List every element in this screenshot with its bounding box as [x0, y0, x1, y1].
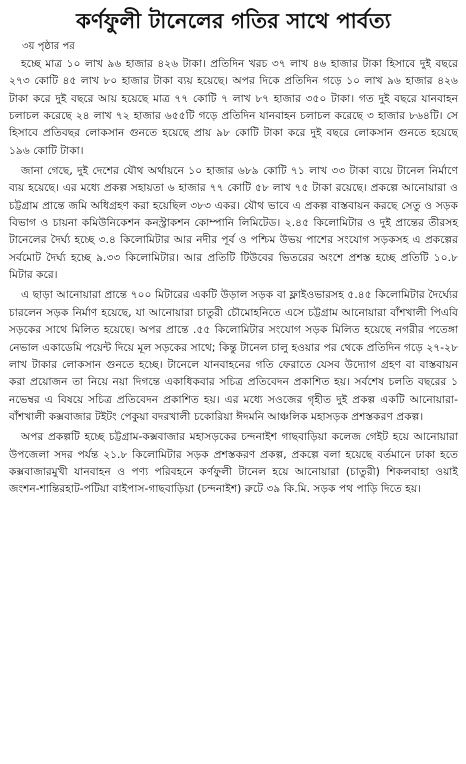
body-paragraph: হচ্ছে মাত্র ১০ লাখ ৯৬ হাজার ৪২৬ টাকা। প্রতিদিন খরচ ৩৭ লাখ ৪৬ হাজার টাকা হিসাবে দুই বছরে ২৭৩ কোটি ৪৫ লাখ ৮০ হাজার টাকা ব্যয় হয়েছে। অপর দিকে প্রতিদিন গড়ে ১০ লাখ ৯৬ হাজার ৪২৬ টাকা করে দুই বছরে আয় হয়েছে মাত্র ৭৭ কোটি ৭ লাখ ৮৭ হাজার ৩৫০ টাকা। গত দুই বছরে যানবাহন চলাচল করেছে ২৪ লাখ ৭২ হাজার ৬৫৫টি গড়ে প্রতিদিন যানবাহন চলাচল করেছে ৩ হাজার ৮৬৪টি। সে হিসাবে প্রতিবছর লোকসান গুনতে হয়েছে প্রায় ৯৮ কোটি টাকা করে দুই বছরে লোকসান গুনতে হয়েছে ১৯৬ কোটি টাকা।	[9, 58, 458, 157]
body-paragraph: জানা গেছে, দুই দেশের যৌথ অর্থায়নে ১০ হাজার ৬৮৯ কোটি ৭১ লাখ ৩৩ টাকা ব্যয়ে টানেল নির্মাণে ব্যয় হয়েছে। এর মধ্যে প্রকল্প সহায়তা ৬ হাজার ৭৭ কোটি ৫৮ লাখ ৭৫ টাকা রয়েছে। প্রকল্পে আনোয়ারা ও চট্টগ্রাম প্রান্তে জমি অধিগ্রহণ করা হয়েছিল ৩৮৩ একর। যৌথ ভাবে এ প্রকল্প বাস্তবায়ন করছে সেতু ও সড়ক বিভাগ ও চায়না কমিউনিকেশন কনস্ট্রাকশন কোম্পানি লিমিটেড। ২.৪৫ কিলোমিটার ও দুই প্রান্তের তীরসহ টানেলের দৈর্ঘ্য হচ্ছে ৩.৪ কিলোমিটার আর নদীর পূর্ব ও পশ্চিম উভয় পাশের সংযোগ সড়কসহ এ প্রকল্পের সর্বমোট দৈর্ঘ্য হচ্ছে ৯.৩৩ কিলোমিটার। আর প্রতিটি টিউবের ভিতরের অংশে প্রশস্ত হচ্ছে প্রতিটি ১০.৮ মিটার করে।	[9, 165, 458, 282]
article-body	[9, 56, 458, 499]
continuation-note: ৩য় পৃষ্ঠার পর	[22, 41, 75, 52]
body-paragraph: এ ছাড়া আনোয়ারা প্রান্তে ৭০০ মিটারের একটি উড়াল সড়ক বা ফ্লাইওভারসহ ৫.৪৫ কিলোমিটার দৈর্ঘ্যের চারলেন সড়ক নির্মাণ হয়েছে, যা আনোয়ারা চাতুরী চৌমোহনিতে এসে চট্টগ্রাম আনোয়ারা বাঁশখালী পিএবি সড়কের সাথে মিলিত হয়েছে। অপর প্রান্তে .৫৫ কিলোমিটার সংযোগ সড়ক মিলিত হয়েছে নগরীর পতেঙ্গা নেভাল একাডেমি পয়েন্ট দিয়ে মূল সড়কের সাথে; কিন্তু টানেল চালু হওয়ার পর থেকে প্রতিদিন গড়ে ২৭-২৮ লাখ টাকার লোকসান গুনতে হচ্ছে। টানেলে যানবাহনের গতি ফেরাতে যেসব উদ্যোগ গ্রহণ বা বাস্তবায়ন করা প্রয়োজন তা নিয়ে নয়া দিগন্তে একাধিকবার সচিত্র প্রতিবেদন প্রকাশিত হয়। সর্বশেষ চলতি বছরের ১ নভেম্বর এ বিষয়ে সচিত্র প্রতিবেদন প্রকাশিত হয়। এর মধ্যে সওজের গৃহীত দুই প্রকল্প একটি আনোয়ারা-বাঁশখালী কক্সবাজার টইটং পেকুয়া বদরখালী চকোরিয়া ঈদমনি আঞ্চলিক মহাসড়ক প্রশস্তকরণ প্রকল্প।	[9, 289, 458, 423]
headline: কর্ণফুলী টানেলের গতির সাথে পার্বত্য	[76, 9, 391, 33]
body-paragraph: অপর প্রকল্পটি হচ্ছে চট্টগ্রাম-কক্সবাজার মহাসড়কের চন্দনাইশ গাছবাড়িয়া কলেজ গেইট হয়ে আনোয়ারা উপজেলা সদর পর্যন্ত ২১.৮ কিলোমিটার সড়ক প্রশস্তকরণ প্রকল্প, প্রকল্পে বলা হয়েছে বর্তমানে ঢাকা হতে কক্সবাজারমুখী যানবাহন ও পণ্য পরিবহনে কর্ণফুলী টানেল হয়ে আনোয়ারা (চাতুরী) শিকলবাহা ওয়াই জংশন-শান্তিরহাট-পটিয়া বাইপাস-গাছবাড়িয়া (চন্দনাইশ) রুটে ৩৯ কি.মি. সড়ক পথ পাড়ি দিতে হয়।	[9, 431, 458, 496]
